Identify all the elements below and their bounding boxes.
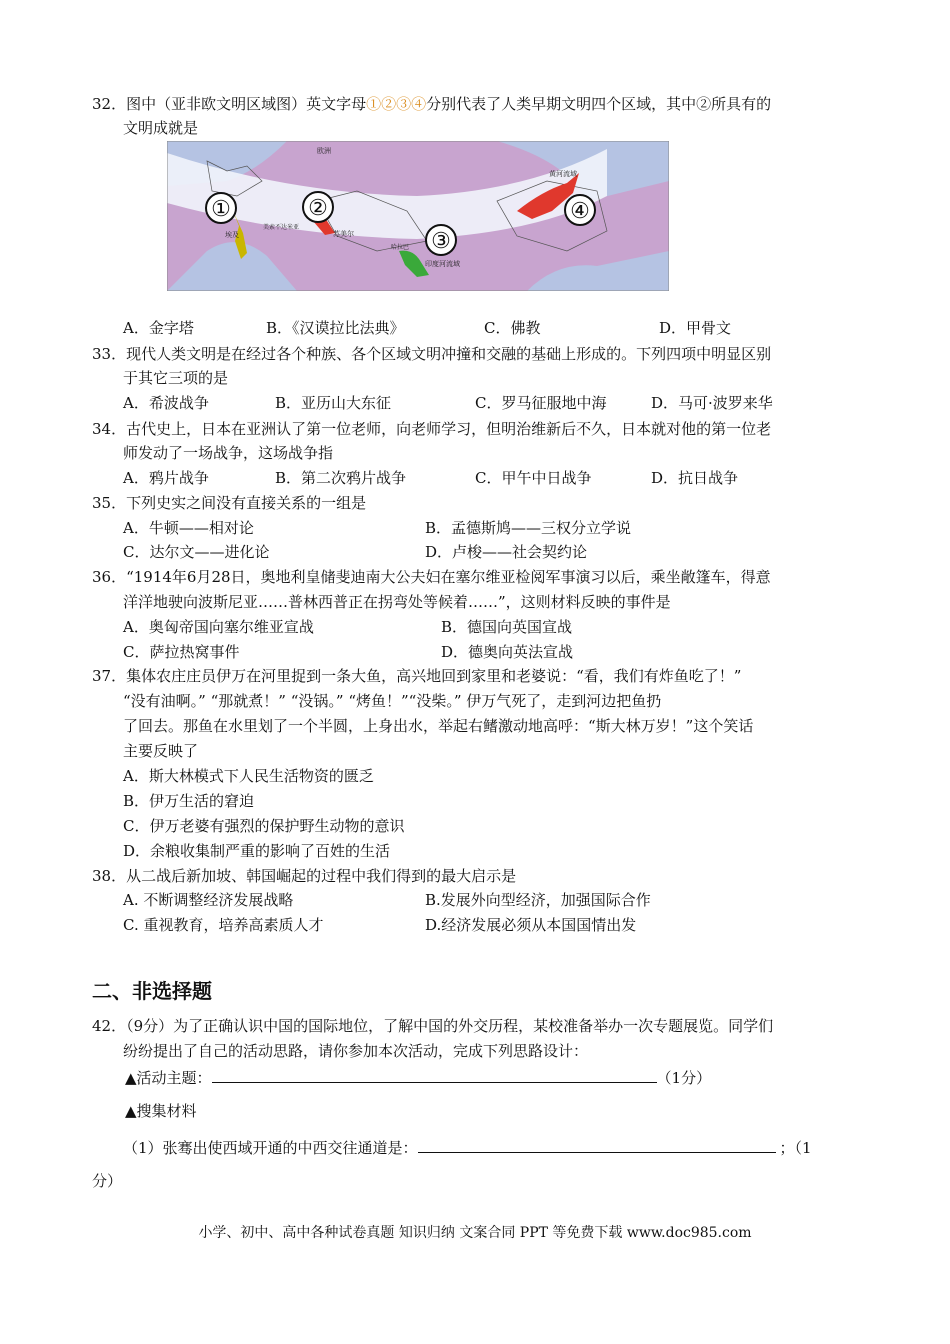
q36-stem-line2: 洋洋地驶向波斯尼亚……普林西普正在拐弯处等候着……”，这则材料反映的事件是 (123, 593, 671, 611)
q32-circled-numbers: ①②③④ (366, 95, 427, 113)
q37-option-c: C．伊万老婆有强烈的保护野生动物的意识 (123, 817, 405, 835)
civilization-map (167, 141, 669, 291)
q37-stem-line2: “没有油啊。” “那就煮！” “没锅。” “烤鱼！”“没柴。” 伊万气死了，走到河边把鱼扔 (123, 692, 662, 710)
label-yellow-river: 黄河流域 (549, 170, 577, 178)
q37-option-d: D．余粮收集制严重的影响了百姓的生活 (123, 842, 391, 860)
q42-sub1-score: 分） (92, 1172, 123, 1190)
q38-option-a: A. 不断调整经济发展战略 (123, 891, 294, 909)
q42-sub1-text: （1）张骞出使西域开通的中西交往通道是： (123, 1139, 418, 1157)
q34-option-a: A．鸦片战争 (123, 469, 209, 487)
label-indus: 印度河流域 (425, 260, 460, 268)
q42-sub1-end: ；（1 (779, 1139, 812, 1157)
q42-stem-line2: 纷纷提出了自己的活动思路，请你参加本次活动，完成下列思路设计： (123, 1042, 589, 1060)
q42-theme-score: （1分） (656, 1069, 712, 1087)
q34-stem-line2: 师发动了一场战争，这场战争指 (123, 444, 334, 462)
q34-stem: 34．古代史上，日本在亚洲认了第一位老师，向老师学习，但明治维新后不久，日本就对他的第一位老 (92, 420, 772, 438)
q33-stem: 33．现代人类文明是在经过各个种族、各个区域文明冲撞和交融的基础上形成的。下列四项中明显区别 (92, 345, 772, 363)
marker-1 (206, 193, 236, 223)
q42-sub1-answer-blank[interactable] (418, 1136, 776, 1153)
q33-option-a: A．希波战争 (123, 394, 209, 412)
q32-option-b: B．《汉谟拉比法典》 (266, 319, 405, 337)
q35-option-a: A．牛顿——相对论 (123, 519, 254, 537)
q32-option-a: A．金字塔 (123, 319, 194, 337)
q42-collect-label: ▲搜集材料 (125, 1102, 197, 1120)
q33-stem-line2: 于其它三项的是 (123, 369, 229, 387)
label-egypt: 埃及 (225, 231, 239, 239)
q42-theme-answer-blank[interactable] (212, 1066, 657, 1083)
q38-stem: 38．从二战后新加坡、韩国崛起的过程中我们得到的最大启示是 (92, 867, 517, 885)
q38-option-b: B.发展外向型经济，加强国际合作 (425, 891, 651, 909)
q34-option-b: B．第二次鸦片战争 (275, 469, 407, 487)
q32-option-d: D．甲骨文 (659, 319, 732, 337)
q37-option-b: B．伊万生活的窘迫 (123, 792, 255, 810)
q35-option-d: D．卢梭——社会契约论 (425, 543, 588, 561)
q35-option-b: B．孟德斯鸠——三权分立学说 (425, 519, 632, 537)
section-heading: 二、非选择题 (92, 979, 212, 1003)
q38-option-c: C. 重视教育，培养高素质人才 (123, 916, 324, 934)
q36-option-d: D．德奥向英法宣战 (441, 643, 574, 661)
q35-option-c: C．达尔文——进化论 (123, 543, 270, 561)
q36-option-c: C．萨拉热窝事件 (123, 643, 240, 661)
q33-option-c: C．罗马征服地中海 (475, 394, 607, 412)
q32-stem (92, 94, 771, 114)
q32-stem-line2: 文明成就是 (123, 119, 199, 137)
q37-stem-line3: 了回去。那鱼在水里划了一个半圆，上身出水，举起右鳍激动地高呼：“斯大林万岁！”这个笑话 (123, 717, 754, 735)
q42-stem: 42．（9分）为了正确认识中国的国际地位，了解中国的外交历程，某校准备举办一次专题展览。同学们 (92, 1017, 774, 1035)
q33-option-d: D．马可·波罗来华 (651, 394, 773, 412)
marker-3 (426, 225, 456, 255)
label-sumer: 苏美尔 (333, 230, 354, 238)
q37-option-a: A．斯大林模式下人民生活物资的匮乏 (123, 767, 374, 785)
page-footer: 小学、初中、高中各种试卷真题 知识归纳 文案合同 PPT 等免费下载 www.doc985.com (198, 1225, 752, 1241)
q42-theme-label: ▲活动主题： (125, 1069, 212, 1087)
q32-stem-text-2: 分别代表了人类早期文明四个区域，其中②所具有的 (426, 95, 772, 113)
marker-4 (565, 195, 595, 225)
marker-1-label: ① (211, 196, 231, 221)
q36-option-b: B．德国向英国宣战 (441, 618, 573, 636)
q34-option-d: D．抗日战争 (651, 469, 739, 487)
label-europe: 欧洲 (317, 147, 331, 155)
q36-option-a: A．奥匈帝国向塞尔维亚宣战 (123, 618, 314, 636)
q32-option-c: C．佛教 (484, 319, 541, 337)
q33-option-b: B．亚历山大东征 (275, 394, 392, 412)
marker-4-label: ④ (570, 198, 590, 223)
q38-option-d: D.经济发展必须从本国国情出发 (425, 916, 637, 934)
marker-2 (303, 192, 333, 222)
q42-sub1-row (123, 1136, 812, 1158)
q34-option-c: C．甲午中日战争 (475, 469, 592, 487)
q36-stem: 36．“1914年6月28日，奥地利皇储斐迪南大公夫妇在塞尔维亚检阅军事演习以后，乘坐敞篷车，得意 (92, 568, 771, 586)
q35-stem: 35．下列史实之间没有直接关系的一组是 (92, 494, 367, 512)
q32-stem-text: 32．图中（亚非欧文明区域图）英文字母 (92, 95, 367, 113)
marker-2-label: ② (308, 195, 328, 220)
q37-stem-line4: 主要反映了 (123, 742, 199, 760)
marker-3-label: ③ (431, 228, 451, 253)
label-harappa: 哈拉巴 (391, 244, 410, 251)
q42-theme-row (125, 1066, 711, 1088)
label-mesopotamia: 美索不达米亚 (263, 224, 300, 231)
q37-stem: 37．集体农庄庄员伊万在河里捉到一条大鱼，高兴地回到家里和老婆说：“看，我们有炸鱼吃了！” (92, 667, 742, 685)
